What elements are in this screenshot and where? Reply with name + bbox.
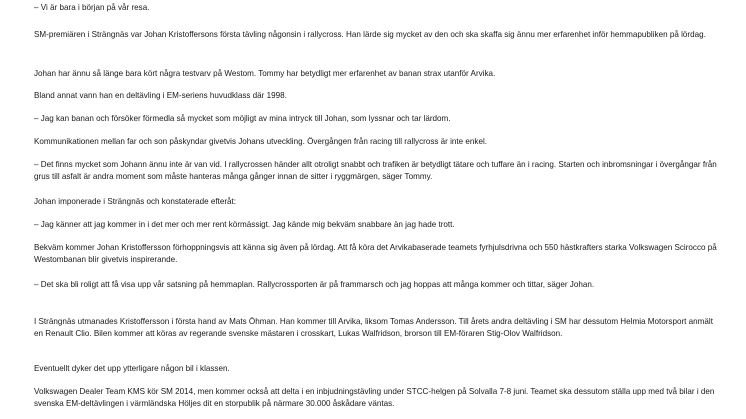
paragraph-4: Bland annat vann han en deltävling i EM-seriens huvudklass där 1998. [34, 91, 287, 100]
paragraph-3: Johan har ännu så länge bara kört några testvarv på Westom. Tommy har betydligt mer erfarenhet av banan strax utanför Arvika. [34, 69, 496, 78]
paragraph-11: – Det ska bli roligt att få visa upp vår satsning på hemmaplan. Rallycrossporten är på frammarsch och jag hoppas att många kommer och tittar, säger Johan. [34, 280, 595, 289]
paragraph-8: Johan imponerade i Strängnäs och konstaterade efteråt: [34, 197, 237, 206]
paragraph-1: – Vi är bara i början på vår resa. [34, 3, 150, 12]
paragraph-5: – Jag kan banan och försöker förmedla så mycket som möjligt av mina intryck till Johan, som lyssnar och tar lärdom. [34, 114, 451, 123]
paragraph-6: Kommunikationen mellan far och son påskyndar givetvis Johans utveckling. Övergången från racing till rallycross är inte enkel. [34, 137, 488, 146]
paragraph-10: Bekväm kommer Johan Kristoffersson förhoppningsvis att känna sig även på lördag. Att få köra det Arvikabaserade teamets fyrhjulsdrivna och 550 hästkrafters starka Volkswagen Scirocco på Westombanan blir givetvis inspirerande. [34, 243, 717, 264]
paragraph-12: I Strängnäs utmanades Kristoffersson i första hand av Mats Öhman. Han kommer till Arvika, liksom Tomas Andersson. Till årets andra deltävling i SM har dessutom Helmia Motorsport anmält en Renault Clio. Bilen kommer att köras av regerande svenske mästaren i crosskart, Lukas Walfridson, brorson till EM-föraren Stig-Olov Walfridson. [34, 317, 713, 338]
paragraph-2: SM-premiären i Strängnäs var Johan Kristoffersons första tävling någonsin i rallycross. Han lärde sig mycket av den och ska skaffa sig ännu mer erfarenhet inför hemmapubliken på lördag. [34, 30, 706, 39]
paragraph-9: – Jag känner att jag kommer in i det mer och mer rent körmässigt. Jag kände mig bekväm snabbare än jag hade trott. [34, 220, 455, 229]
paragraph-13: Eventuellt dyker det upp ytterligare någon bil i klassen. [34, 364, 230, 373]
paragraph-14: Volkswagen Dealer Team KMS kör SM 2014, men kommer också att delta i en inbjudningstävling under STCC-helgen på Solvalla 7-8 juni. Teamet ska dessutom ställa upp med två bilar i den svenska EM-deltävlingen i värmländska Höljes dit en storpublik på närmare 30.000 åskådare väntas. [34, 387, 715, 408]
paragraph-7: – Det finns mycket som Johann ännu inte är van vid. I rallycrossen händer allt otroligt snabbt och trafiken är betydligt tätare och tuffare än i racing. Starten och inbromsningar i övergångar från grus till asfalt är andra moment som måste hanteras många gånger innan de sitter i ryggmärgen, säger Tommy. [34, 160, 717, 181]
